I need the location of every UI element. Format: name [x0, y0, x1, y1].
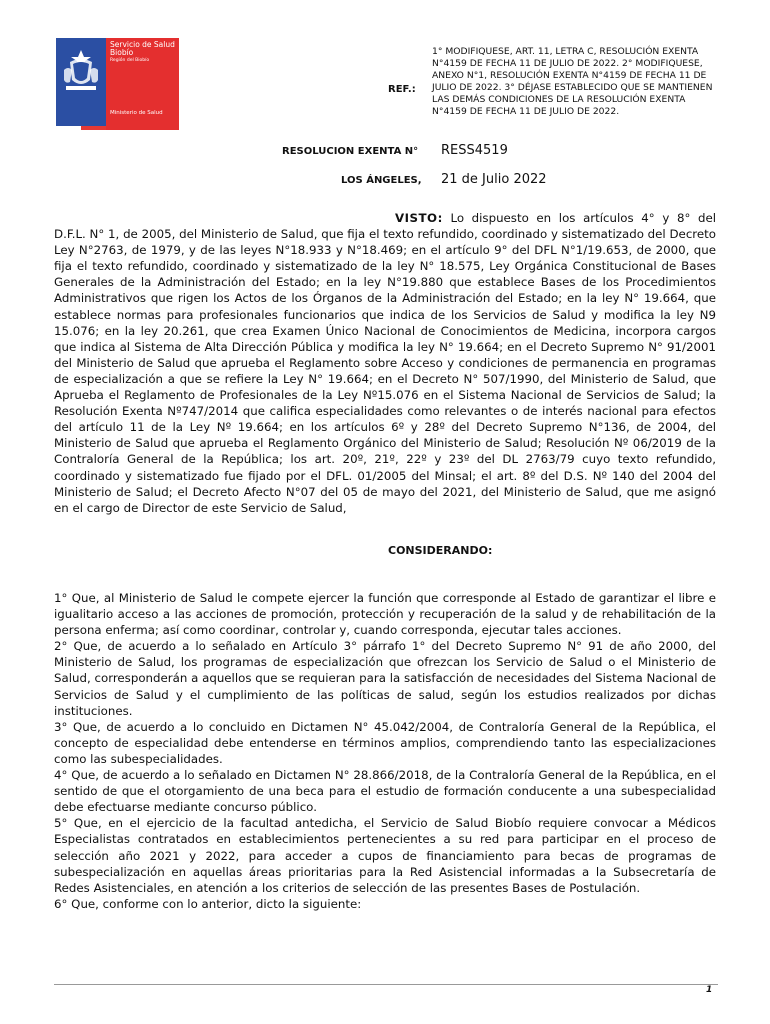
considerando-item: 6° Que, conforme con lo anterior, dicto la siguiente:	[54, 896, 362, 911]
considerando-list	[54, 590, 716, 912]
flag-stripe-red	[81, 126, 106, 130]
considerando-item: 4° Que, de acuerdo a lo señalado en Dictamen N° 28.866/2018, de la Contraloría General de la República, en el sentido de que el otorgamiento de una beca para el estudio de formación conducente a una subespecialidad debe efectuarse mediante concurso público.	[54, 768, 716, 815]
visto-text: Lo dispuesto en los artículos 4° y 8° del D.F.L. N° 1, de 2005, del Ministerio de Salud, que fija el texto refundido, coordinado y sistematizado del Decreto Ley N°2763, de 1979, y de las leyes N°18.933 y N°18.469; en el artículo 9° del DFL N°1/19.653, de 2000, que fija el texto refundido, coordinado y sistematizado de la ley N° 18.575, Ley Orgánica Constitucional de Bases Generales de la Administración del Estado; en la ley N°19.880 que establece Bases de los Procedimientos Administrativos que rigen los Actos de los Órganos de la Administración del Estado; en la ley N° 19.664, que establece normas para profesionales funcionarios que indica de los Servicios de Salud y modifica la ley N9 15.076; en la ley 20.261, que crea Examen Único Nacional de Conocimientos de Medicina, incorpora cargos que indica al Sistema de Alta Dirección Pública y modifica la ley N° 19.664; en el Decreto Supremo N° 91/2001 del Ministerio de Salud que aprueba el Reglamento sobre Acceso y condiciones de permanencia en programas de especialización a que se refiere la Ley N° 19.664; en el Decreto N° 507/1990, del Ministerio de Salud, que Aprueba el Reglamento de Profesionales de la Ley Nº15.076 en el Sistema Nacional de Servicios de Salud; la Resolución Exenta Nº747/2014 que califica especialidades como relevantes o de interés nacional para efectos del artículo 11 de la Ley Nº 19.664; en los artículos 6º y 28º del Decreto Supremo N°136, de 2004, del Ministerio de Salud que aprueba el Reglamento Orgánico del Ministerio de Salud; Resolución Nº 06/2019 de la Contraloría General de la República; los art. 20º, 21º, 22º y 23º del DL 2763/79 cuyo texto refundido, coordinado y sistematizado fue fijado por el DFL. 01/2005 del Minsal; el art. 8º del D.S. Nº 140 del 2004 del Ministerio de Salud; el Decreto Afecto N°07 del 05 de mayo del 2021, del Ministerio de Salud, que me asignó en el cargo de Director de este Servicio de Salud,	[54, 211, 717, 515]
ref-label: REF.:	[388, 84, 416, 95]
logo-service-name: Servicio de Salud Biobío	[110, 40, 175, 57]
footer-divider	[54, 984, 718, 985]
considerando-item: 3° Que, de acuerdo a lo concluido en Dictamen N° 45.042/2004, de Contraloría General de la República, el concepto de especialidad debe entenderse en términos amplios, comprendiendo tanto las especializaciones como las subespecialidades.	[54, 719, 716, 766]
resolution-label: RESOLUCION EXENTA N°	[282, 146, 419, 157]
page-number: 1	[706, 985, 713, 995]
logo-ministry: Ministerio de Salud	[110, 110, 163, 116]
visto-paragraph	[54, 210, 716, 516]
resolution-number: RESS4519	[441, 143, 508, 158]
ministry-logo	[56, 38, 179, 130]
considerando-item: 5° Que, en el ejercicio de la facultad antedicha, el Servicio de Salud Biobío requiere convocar a Médicos Especialistas contratados en establecimientos pertenecientes a su red para participar en el proceso de selección año 2021 y 2022, para acceder a cupos de financiamiento para becas de programas de subespecialización en aquellas áreas prioritarias para la Red Asistencial informadas a la Subsecretaría de Redes Asistenciales, en atención a los criterios de selección de las presentes Bases de Postulación.	[54, 816, 716, 895]
logo-text-panel	[106, 38, 179, 130]
flag-stripe-white	[56, 126, 81, 130]
resolution-date: 21 de Julio 2022	[441, 172, 547, 187]
considerando-item: 1° Que, al Ministerio de Salud le compete ejercer la función que corresponde al Estado de garantizar el libre e igualitario acceso a las acciones de promoción, protección y recuperación de la salud y de rehabilitación de la persona enferma; así como coordinar, controlar y, cuando corresponda, ejecutar tales acciones.	[54, 591, 716, 638]
coat-of-arms-panel	[56, 38, 106, 130]
place-label: LOS ÁNGELES,	[341, 175, 422, 186]
logo-region: Región del Biobío	[110, 58, 150, 63]
considerando-item: 2° Que, de acuerdo a lo señalado en Artículo 3° párrafo 1° del Decreto Supremo N° 91 de año 2000, del Ministerio de Salud, los programas de especialización que ofrezcan los Servicio de Salud o el Ministerio de Salud, corresponderán a aquellos que se requieran para la satisfacción de necesidades del Sistema Nacional de Servicios de Salud y el cumplimiento de las políticas de salud, según los estudios realizados por dichas instituciones.	[54, 639, 716, 718]
considerando-heading: CONSIDERANDO:	[388, 544, 493, 557]
visto-label: VISTO:	[395, 211, 443, 225]
ref-text: 1° MODIFIQUESE, ART. 11, LETRA C, RESOLUCIÓN EXENTA N°4159 DE FECHA 11 DE JULIO DE 2022. 2° MODIFIQUESE, ANEXO N°1, RESOLUCIÓN EXENTA N°4159 DE FECHA 11 DE JULIO DE 2022. 3° DÉJASE ESTABLECIDO QUE SE MANTIENEN LAS DEMÁS CONDICIONES DE LA RESOLUCIÓN EXENTA N°4159 DE FECHA 11 DE JULIO DE 2022.	[432, 46, 713, 118]
coat-of-arms-icon	[56, 42, 106, 102]
